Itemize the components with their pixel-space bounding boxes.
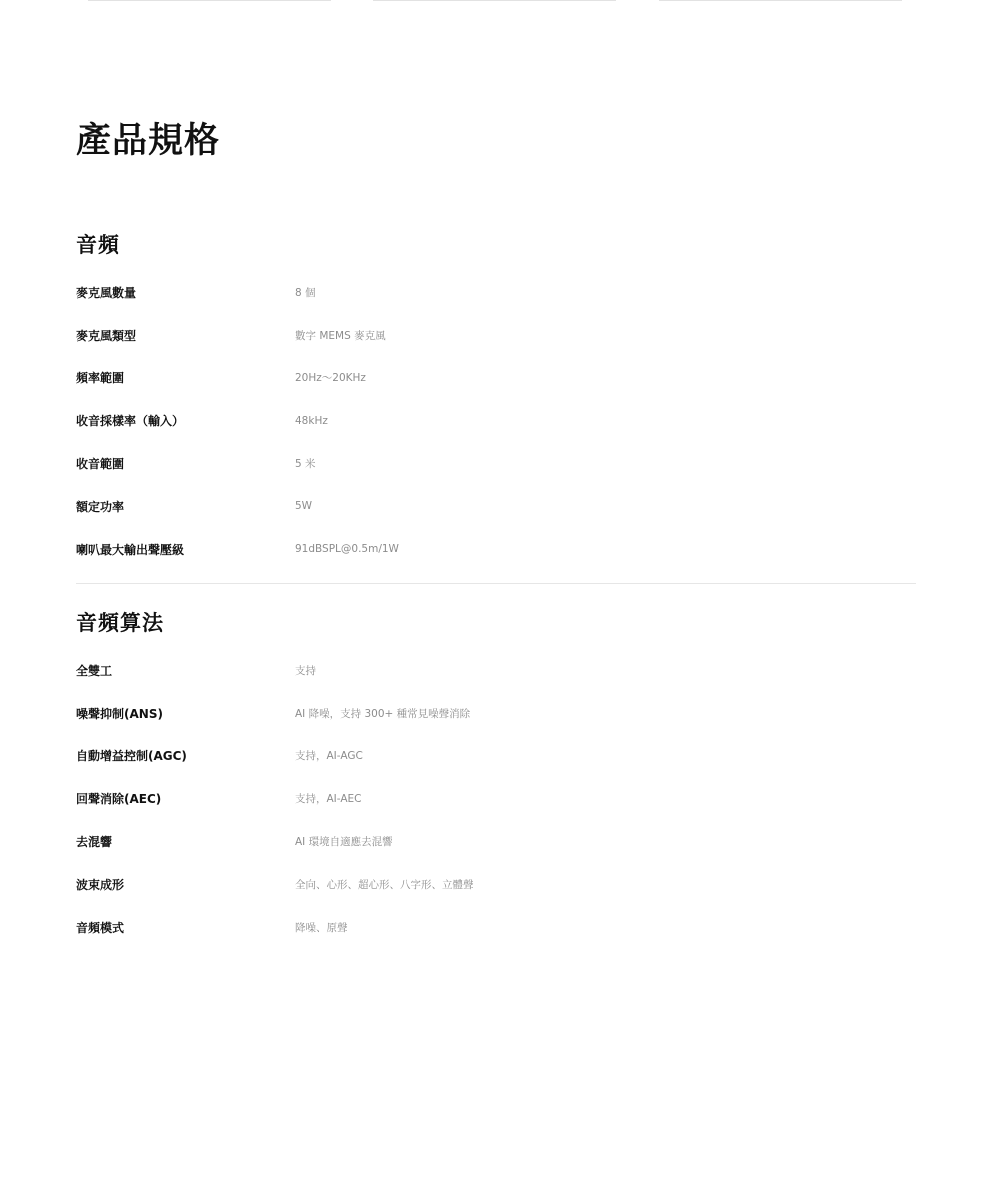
spec-value: AI 環境自適應去混響: [295, 836, 393, 849]
spec-row: [76, 485, 916, 528]
spec-label: 收音採樣率（輸入）: [76, 414, 185, 429]
spec-row: [76, 692, 916, 735]
spec-value: 支持，AI-AEC: [295, 793, 362, 806]
spec-label: 噪聲抑制(ANS): [76, 706, 163, 721]
spec-label: 喇叭最大輸出聲壓級: [76, 542, 185, 557]
spec-label: 額定功率: [76, 499, 125, 514]
spec-row: [76, 357, 916, 400]
spec-section-audio: [76, 228, 916, 571]
section-title: 音頻: [76, 233, 120, 257]
spec-row: [76, 777, 916, 820]
spec-value: 48kHz: [295, 414, 328, 427]
spec-value: 8 個: [295, 286, 316, 299]
previous-section-card-edges: [0, 0, 990, 2]
spec-row: [76, 820, 916, 863]
spec-row: [76, 314, 916, 357]
page-title: 產品規格: [76, 121, 221, 161]
spec-value: 全向、心形、超心形、八字形、立體聲: [295, 878, 474, 891]
spec-value: 91dBSPL@0.5m/1W: [295, 543, 399, 556]
section-divider: [76, 583, 916, 584]
spec-value: 數字 MEMS 麥克風: [295, 329, 386, 342]
spec-label: 收音範圍: [76, 457, 125, 472]
card-edge-right: [659, 0, 902, 1]
spec-label: 去混響: [76, 835, 113, 850]
spec-value: 支持，AI-AGC: [295, 750, 363, 763]
spec-label: 回聲消除(AEC): [76, 792, 162, 807]
spec-row: [76, 735, 916, 778]
spec-row: [76, 442, 916, 485]
section-title: 音頻算法: [76, 611, 164, 635]
spec-section-audio-algorithm: [76, 606, 916, 949]
spec-value: 20Hz～20KHz: [295, 372, 366, 385]
spec-label: 全雙工: [76, 663, 113, 678]
spec-label: 音頻模式: [76, 920, 125, 935]
spec-row: [76, 271, 916, 314]
spec-label: 波束成形: [76, 877, 125, 892]
spec-label: 麥克風類型: [76, 328, 137, 343]
spec-label: 麥克風數量: [76, 285, 137, 300]
spec-list: [76, 271, 916, 571]
spec-row: [76, 906, 916, 949]
spec-row: [76, 649, 916, 692]
card-edge-left: [88, 0, 331, 1]
spec-value: 5 米: [295, 458, 316, 471]
spec-label: 自動增益控制(AGC): [76, 749, 187, 764]
spec-row: [76, 528, 916, 571]
spec-row: [76, 399, 916, 442]
spec-value: 降噪、原聲: [295, 921, 348, 934]
spec-row: [76, 863, 916, 906]
spec-value: 支持: [295, 664, 316, 677]
card-edge-center: [373, 0, 616, 1]
spec-label: 頻率範圍: [76, 371, 125, 386]
spec-list: [76, 649, 916, 949]
spec-value: 5W: [295, 500, 313, 513]
spec-value: AI 降噪，支持 300+ 種常見噪聲消除: [295, 707, 471, 720]
